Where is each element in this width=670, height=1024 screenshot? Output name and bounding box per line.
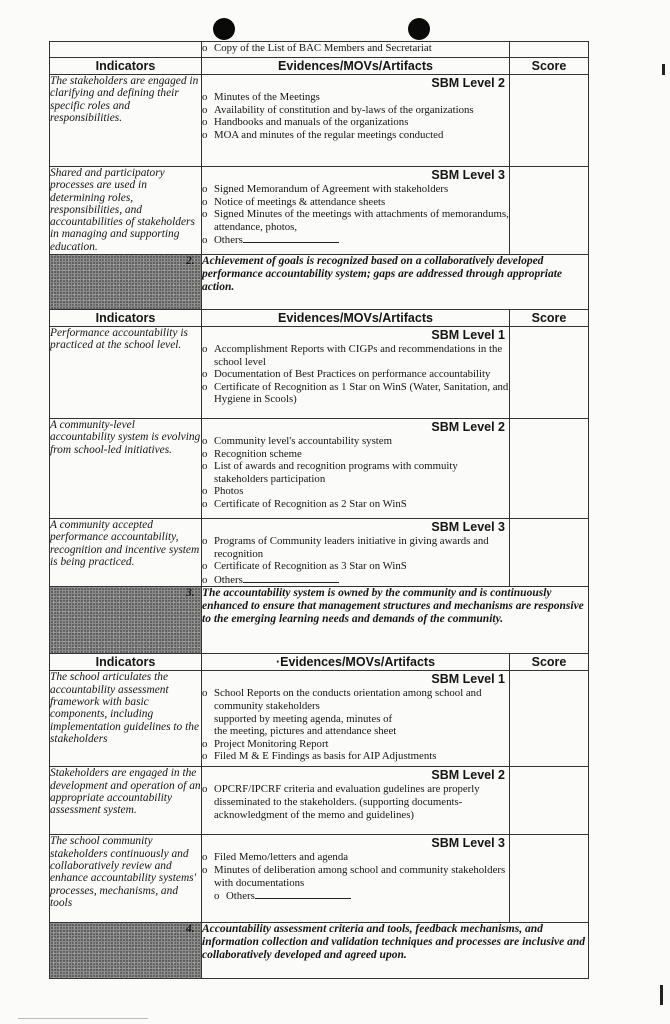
score-cell <box>510 671 589 767</box>
indicator-cell: Shared and participatory processes are used in determining roles, responsibilities, and accountabilities of stakeholders in managing and supporting education. <box>50 167 202 255</box>
indicator-cell: A community accepted performance accountability, recognition and incentive system is being practiced. <box>50 519 202 587</box>
evidence-item: o Signed Memorandum of Agreement with stakeholders <box>202 183 509 196</box>
scan-rule-bottom <box>18 1018 148 1019</box>
evidence-item: o Project Monitoring Report <box>202 738 509 751</box>
goal-row <box>50 255 589 310</box>
table-row <box>50 167 589 255</box>
sbm-level-label: SBM Level 2 <box>431 420 505 434</box>
evidence-item: o School Reports on the conducts orientation among school and community stakeholders <box>202 687 509 712</box>
blank-cell <box>50 42 202 58</box>
evidence-item: o Notice of meetings & attendance sheets <box>202 196 509 209</box>
header-row <box>50 654 589 671</box>
evidence-item: o Availability of constitution and by-laws of the organizations <box>202 104 509 117</box>
score-cell <box>510 835 589 923</box>
indicator-cell: The stakeholders are engaged in clarifying and defining their specific roles and responsibilities. <box>50 75 202 167</box>
header-row <box>50 58 589 75</box>
shaded-cell <box>50 255 202 310</box>
score-header: Score <box>510 654 589 671</box>
evidence-item: o OPCRF/IPCRF criteria and evaluation gudelines are properly disseminated to the stakeholders. (supporting documents- acknowledgment of the memo and guidelines) <box>202 783 509 821</box>
evidence-item: o Signed Minutes of the meetings with attachments of memorandums, attendance, photos, <box>202 208 509 233</box>
sbm-level-label: SBM Level 3 <box>431 836 505 851</box>
score-header: Score <box>510 58 589 75</box>
score-cell <box>510 75 589 167</box>
punch-hole-left <box>213 18 235 40</box>
score-cell <box>510 519 589 587</box>
sbm-level-label: SBM Level 2 <box>431 768 505 783</box>
fill-in-line <box>255 889 351 899</box>
fill-in-line <box>243 233 339 243</box>
sbm-level-label: SBM Level 3 <box>431 520 505 534</box>
evidence-item: o Handbooks and manuals of the organizations <box>202 116 509 129</box>
evidence-item: o Photos <box>202 485 509 498</box>
evidence-cell <box>202 167 510 255</box>
score-cell <box>510 327 589 419</box>
goal-row <box>50 923 589 979</box>
evidence-item: o Minutes of deliberation among school and community stakeholders with documentations <box>202 864 509 889</box>
evidence-item-others: o Others <box>202 889 509 903</box>
evidence-cell <box>202 835 510 923</box>
sbm-level-label: SBM Level 2 <box>431 76 505 90</box>
sbm-level-label: SBM Level 3 <box>431 168 505 182</box>
score-cell <box>510 419 589 519</box>
indicator-cell: Performance accountability is practiced at the school level. <box>50 327 202 419</box>
score-cell <box>510 767 589 835</box>
table-row <box>50 767 589 835</box>
indicators-header: Indicators <box>50 58 202 75</box>
evidences-header: ·Evidences/MOVs/Artifacts <box>202 654 510 671</box>
evidence-item: o Filed Memo/letters and agenda <box>202 851 509 864</box>
evidence-cell <box>202 75 510 167</box>
indicators-header: Indicators <box>50 310 202 327</box>
evidence-cell <box>202 42 510 58</box>
goal-statement: 3. The accountability system is owned by the community and is continuously enhanced to ensure that management structures and mechanisms are responsive to the emerging learning needs and demands of the community. <box>202 587 589 654</box>
shaded-cell <box>50 587 202 654</box>
goal-statement: 2. Achievement of goals is recognized based on a collaboratively developed performance accountability system; gaps are addressed through appropriate action. <box>202 255 589 310</box>
table-row <box>50 42 589 58</box>
evidence-item: o Minutes of the Meetings <box>202 91 509 104</box>
table-row <box>50 671 589 767</box>
evidence-item: o Documentation of Best Practices on performance accountability <box>202 368 509 381</box>
sbm-evidence-table <box>49 41 589 979</box>
table-row <box>50 419 589 519</box>
header-row <box>50 310 589 327</box>
evidence-item: o Certificate of Recognition as 2 Star on WinS <box>202 498 509 511</box>
goal-statement: 4. Accountability assessment criteria and tools, feedback mechanisms, and information collection and validation techniques and processes are inclusive and collaboratively developed and agreed upon. <box>202 923 589 979</box>
scan-mark-bottom <box>660 985 663 1005</box>
evidence-cell <box>202 767 510 835</box>
evidence-item: o Certificate of Recognition as 1 Star on WinS (Water, Sanitation, and Hygiene in Scools) <box>202 381 509 406</box>
evidence-item: o List of awards and recognition programs with commuity stakeholders participation <box>202 460 509 485</box>
evidence-item: o MOA and minutes of the regular meetings conducted <box>202 129 509 142</box>
sbm-level-label: SBM Level 1 <box>431 672 505 687</box>
evidence-item: o Certificate of Recognition as 3 Star on WinS <box>202 560 509 573</box>
indicator-cell: The school community stakeholders continuously and collaboratively review and enhance accountability systems' processes, mechanisms, and tools <box>50 835 202 923</box>
score-header: Score <box>510 310 589 327</box>
table-row <box>50 835 589 923</box>
shaded-cell <box>50 923 202 979</box>
punch-hole-right <box>408 18 430 40</box>
goal-row <box>50 587 589 654</box>
evidence-item: o Filed M & E Findings as basis for AIP Adjustments <box>202 750 509 763</box>
evidence-item: o Community level's accountability system <box>202 435 509 448</box>
indicator-cell: A community-level accountability system is evolving from school-led initiatives. <box>50 419 202 519</box>
evidence-item: o Programs of Community leaders initiative in giving awards and recognition <box>202 535 509 560</box>
evidence-item-others: o Others <box>202 233 509 247</box>
fill-in-line <box>243 573 339 583</box>
evidence-item-others: o Others <box>202 573 509 587</box>
evidence-item: o Copy of the List of BAC Members and Secretariat <box>202 42 509 55</box>
evidences-header: Evidences/MOVs/Artifacts <box>202 310 510 327</box>
indicator-cell: Stakeholders are engaged in the development and operation of an appropriate accountability assessment system. <box>50 767 202 835</box>
table-row <box>50 519 589 587</box>
table-row <box>50 327 589 419</box>
indicators-header: Indicators <box>50 654 202 671</box>
evidence-item: o Accomplishment Reports with CIGPs and recommendations in the school level <box>202 343 509 368</box>
evidence-cell <box>202 519 510 587</box>
evidence-item-continued: supported by meeting agenda, minutes of <box>214 712 393 725</box>
sbm-level-label: SBM Level 1 <box>431 328 505 342</box>
indicator-cell: The school articulates the accountability assessment framework with basic components, including implementation guidelines to the stakeholders <box>50 671 202 767</box>
evidence-cell <box>202 419 510 519</box>
evidence-cell <box>202 671 510 767</box>
evidence-item-continued: the meeting, pictures and attendance sheet <box>214 725 397 738</box>
evidences-header: Evidences/MOVs/Artifacts <box>202 58 510 75</box>
score-cell <box>510 167 589 255</box>
evidence-item: o Recognition scheme <box>202 448 509 461</box>
scan-mark-top <box>662 64 665 75</box>
score-cell <box>510 42 589 58</box>
table-row <box>50 75 589 167</box>
evidence-cell <box>202 327 510 419</box>
